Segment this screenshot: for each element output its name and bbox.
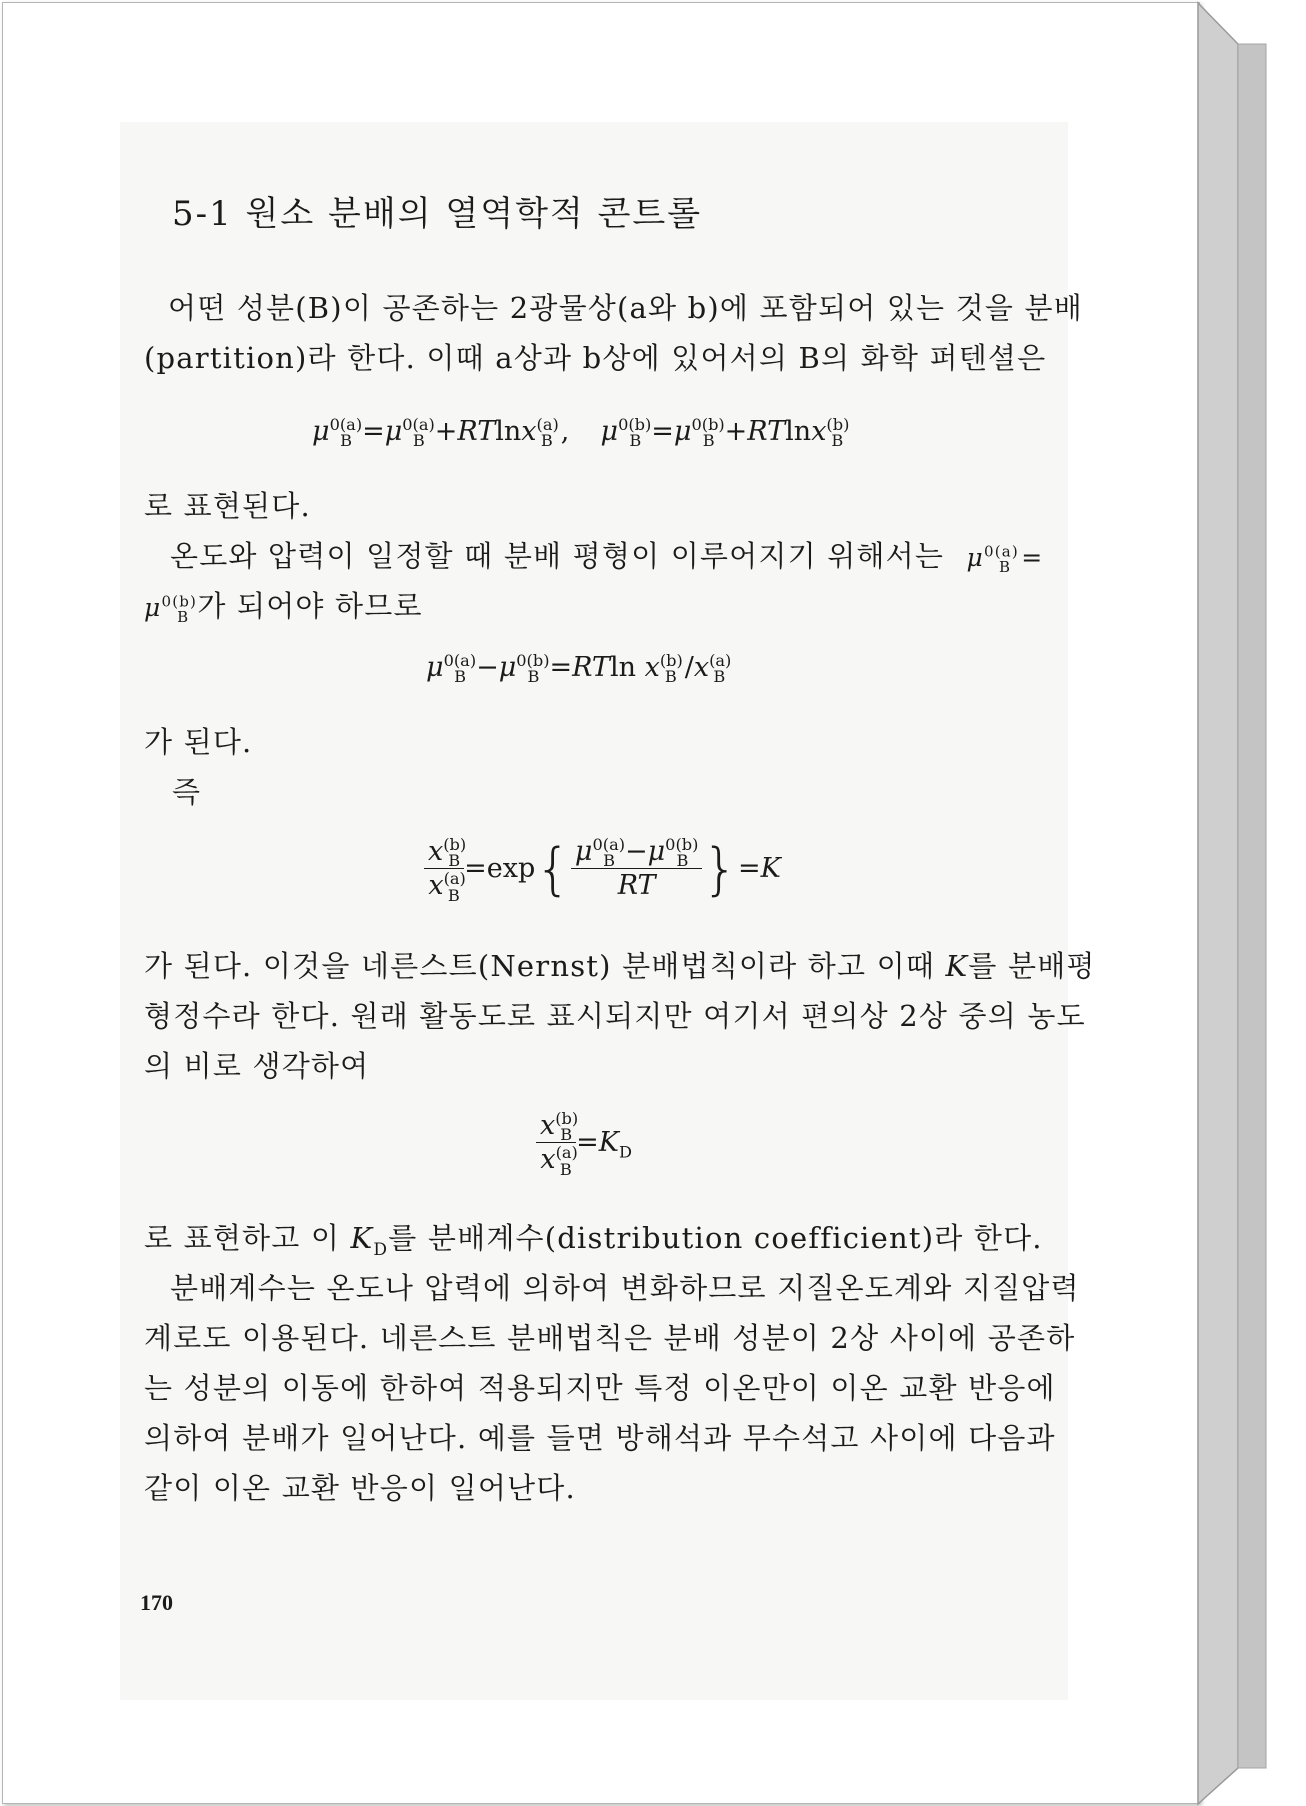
page-number: 170 [140,1590,173,1615]
section-title: 5-1 원소 분배의 열역학적 콘트롤 [172,194,703,234]
para4: 가 된다. [144,725,253,759]
fraction-mu-over-rt: $\frac{\mu^{0(a)}_B -\mu^{0(b)}_B}{RT}$ [571,836,702,903]
para8-line4: 의하여 분배가 일어난다. 예를 들면 방해석과 무수석고 사이에 다음과 [144,1421,1056,1455]
equation-partition-constant: $\frac{x^{(b)}_B}{x^{(a)}_B}$ =exp{ $\frac{\mu^{0(a)}_B -\mu^{0(b)}_B}{RT}$ }=K [424,836,781,903]
equation-potential-difference: $\mu^{0(a)}_B -\mu^{0(b)}_B =RTln$ $x^{(b)}_B$ $/x^{(a)}_B$ [426,651,732,687]
para5: 즉 [172,775,202,809]
para6-line2: 형정수라 한다. 원래 활동도로 표시되지만 여기서 편의상 2상 중의 농도 [144,999,1086,1033]
para6-line1: 가 된다. 이것을 네른스트(Nernst) 분배법칙이라 하고 이때 K를 분배평 [144,949,1096,983]
para3-line1: 온도와 압력이 일정할 때 분배 평형이 이루어지기 위해서는 $\mu^{0(a)}_B$ = [170,539,1044,576]
para2: 로 표현된다. [144,489,311,523]
equation-distribution-coefficient: $\frac{x^{(b)}_B}{x^{(a)}_B}$ $=K_D$ [536,1110,632,1177]
para3-line2: $\mu^{0(b)}_B$ 가 되어야 하므로 [144,589,423,626]
para1-line2: (partition)라 한다. 이때 a상과 b상에 있어서의 B의 화학 퍼텐셜은 [144,341,1047,375]
fraction-x-ratio: $\frac{x^{(b)}_B}{x^{(a)}_B}$ [424,836,464,903]
para8-line1: 분배계수는 온도나 압력에 의하여 변화하므로 지질온도계와 지질압력 [170,1271,1080,1305]
para8-line5: 같이 이온 교환 반응이 일어난다. [144,1471,576,1505]
para1-line1: 어떤 성분(B)이 공존하는 2광물상(a와 b)에 포함되어 있는 것을 분배 [168,291,1083,325]
para8-line3: 는 성분의 이동에 한하여 적용되지만 특정 이온만이 이온 교환 반응에 [144,1371,1056,1405]
equation-chemical-potential: $\mu^{0(a)}_B =\mu^{0(a)}_B +RTlnx^{(a)}_B$ , $\mu^{0(b)}_B =\mu^{0(b)}_B +RTlnx^{(b)}_B$ [312,415,850,451]
para6-line3: 의 비로 생각하여 [144,1049,370,1083]
para8-line2: 계로도 이용된다. 네른스트 분배법칙은 분배 성분이 2상 사이에 공존하 [144,1321,1076,1355]
para7: 로 표현하고 이 $K_D$를 분배계수(distribution coefficient)라 한다. [144,1221,1043,1260]
